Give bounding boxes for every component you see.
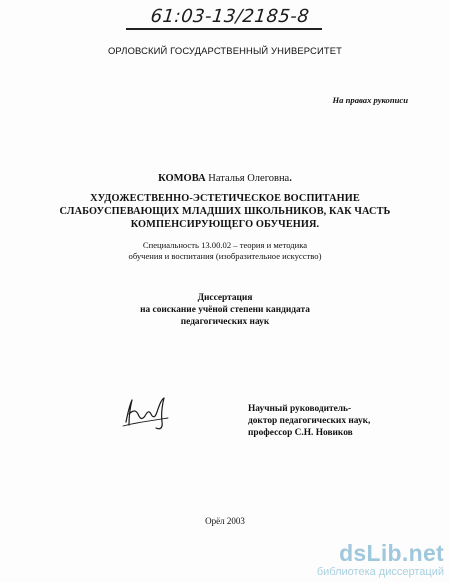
specialty-line: обучения и воспитания (изобразительное искусство) — [128, 251, 322, 261]
watermark-subtitle: библиотека диссертаций — [316, 566, 444, 578]
city-year: Орёл 2003 — [205, 516, 245, 526]
title-line: СЛАБОУСПЕВАЮЩИХ МЛАДШИХ ШКОЛЬНИКОВ, КАК ЧАСТЬ — [59, 206, 391, 217]
author-name — [0, 173, 450, 184]
handwritten-signature — [120, 392, 178, 432]
specialty-line: Специальность 13.00.02 – теория и методика — [142, 240, 308, 250]
dissertation-line: Диссертация — [197, 293, 253, 303]
supervisor-line: Научный руководитель- — [248, 404, 352, 414]
supervisor-line: доктор педагогических наук, — [248, 416, 371, 426]
author-given-names: Наталья Олеговна — [208, 173, 290, 184]
watermark — [317, 541, 444, 578]
watermark-logo: dsLib.net — [339, 540, 444, 566]
manuscript-note: На правах рукописи — [332, 95, 408, 105]
title-line: КОМПЕНСИРУЮЩЕГО ОБУЧЕНИЯ. — [130, 219, 320, 230]
university-name: ОРЛОВСКИЙ ГОСУДАРСТВЕННЫЙ УНИВЕРСИТЕТ — [107, 45, 343, 56]
author-surname: КОМОВА — [158, 173, 206, 184]
archive-number-underline — [126, 28, 322, 30]
dissertation-line: педагогических наук — [180, 317, 270, 327]
supervisor-line: профессор С.Н. Новиков — [248, 428, 353, 438]
title-line: ХУДОЖЕСТВЕННО-ЭСТЕТИЧЕСКОЕ ВОСПИТАНИЕ — [90, 193, 360, 204]
author-end-mark: . — [289, 173, 292, 184]
dissertation-line: на соискание учёной степени кандидата — [140, 305, 310, 315]
archive-number: 61:03-13/2185-8 — [149, 6, 311, 27]
